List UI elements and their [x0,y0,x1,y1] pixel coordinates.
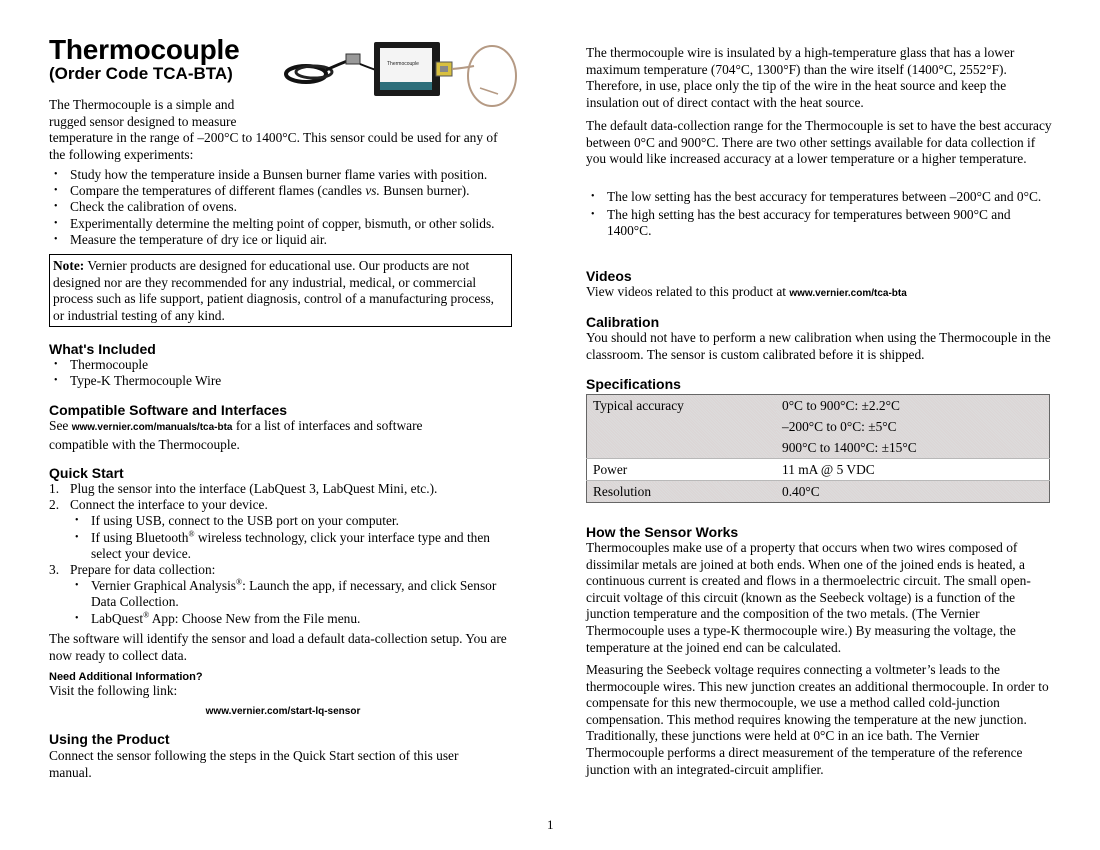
spec-value-line: –200°C to 0°C: ±5°C [782,419,897,434]
table-row [587,481,1050,503]
spec-value [776,395,1050,459]
spec-label: Typical accuracy [587,395,777,459]
quick-start-steps [49,481,517,627]
registered-mark: ® [236,577,243,587]
list-item-text: Compare the temperatures of different flames (candles [70,183,366,199]
compatible-heading: Compatible Software and Interfaces [49,402,288,418]
spec-value: 11 mA @ 5 VDC [776,459,1050,481]
spec-value-line: 0°C to 900°C: ±2.2°C [782,398,900,413]
list-item-text: Bunsen burner). [379,183,470,199]
intro-line: rugged sensor designed to measure [49,113,237,129]
registered-mark: ® [188,529,195,539]
step-number: 3. [49,562,60,578]
step-2-substeps [70,513,517,562]
videos-heading: Videos [586,268,632,284]
how-it-works-paragraph-1: Thermocouples make use of a property that occurs when two wires composed of dissimilar metals are joined at both ends. When one of the joined ends is heated, a continuous current is created and flows in a thermoelectric circuit. The small open-circuit voltage of this circuit (known as the Seebeck voltage) is a function of the junction temperature and the composition of the two metals. (The Vernier Thermocouple uses a type-K thermocouple wire.) By measuring the voltage, the temperature at the joined end can be calculated. [586,540,1031,655]
videos-link[interactable]: www.vernier.com/tca-bta [789,288,907,299]
table-row [587,459,1050,481]
settings-list [586,189,1052,240]
step-3 [49,562,517,627]
list-item-italic: vs. [365,183,380,199]
note-label: Note: [53,258,85,273]
list-item: • The low setting has the best accuracy for temperatures between –200°C and 0°C. [586,189,1052,205]
list-item: • Check the calibration of ovens. [49,199,517,215]
intro-line: temperature in the range of –200°C to 1400°C. This sensor could be used for any of the following experiments: [49,130,498,162]
step-1 [49,481,517,497]
using-text: Connect the sensor following the steps in the Quick Start section of this user manual. [49,748,459,780]
insulation-paragraph: The thermocouple wire is insulated by a high-temperature glass that has a lower maximum temperature (704°C, 1300°F) than the wire itself (1400°C, 2552°F). Therefore, in use, place only the tip of the wire in the heat source and keep the insulation out of direct contact with the heat source. [586,45,1015,110]
substep [70,530,517,562]
step-2 [49,497,517,562]
note-box [49,254,512,327]
specifications-heading: Specifications [586,376,681,392]
svg-text:Thermocouple: Thermocouple [387,61,419,67]
calibration-heading: Calibration [586,314,660,330]
default-range-paragraph: The default data-collection range for the Thermocouple is set to have the best accuracy between 0°C and 900°C. There are two other settings available for data collection if you would like increased accuracy at a lower temperature or a higher temperature. [586,118,1052,167]
how-it-works-paragraph-2: Measuring the Seebeck voltage requires connecting a voltmeter’s leads to the thermocouple wires. This new junction creates an additional thermocouple. In order to compensate for this new thermocouple, we use a method called cold-junction compensation. This method requires knowing the temperature at the new junction. Traditionally, these junctions were held at 0°C in an ice bath. The Vernier Thermocouple performs a direct measurement of the temperature of the reference junction with an integrated-circuit amplifier. [586,662,1049,777]
note-text: Vernier products are designed for educational use. Our products are not designed nor are they recommended for any industrial, medical, or commercial process such as life support, patient diagnosis, control of a manufacturing process, or industrial testing of any kind. [53,258,495,323]
substep-text: LabQuest [91,610,144,626]
compatible-post: for a list of interfaces and software compatible with the Thermocouple. [49,418,423,452]
quick-start-heading: Quick Start [49,465,124,481]
step-3-substeps [70,578,517,627]
list-item: • Study how the temperature inside a Bunsen burner flame varies with position. [49,167,517,183]
how-it-works-heading: How the Sensor Works [586,524,739,540]
list-item: • Experimentally determine the melting point of copper, bismuth, or other solids. [49,216,517,232]
spec-label: Power [587,459,777,481]
intro-paragraph [49,97,517,163]
step-text: Prepare for data collection: [70,562,216,578]
page-title: Thermocouple [49,34,240,65]
using-heading: Using the Product [49,731,170,747]
list-item [49,183,517,199]
whats-included-list [49,357,517,389]
manuals-link[interactable]: www.vernier.com/manuals/tca-bta [71,422,233,433]
substep-text: : Launch the app, if necessary, and click Sensor Data Collection. [91,578,497,610]
substep: • If using USB, connect to the USB port on your computer. [70,513,517,529]
calibration-text: You should not have to perform a new calibration when using the Thermocouple in the classroom. The sensor is custom calibrated before it is shipped. [586,330,1051,362]
need-info-heading: Need Additional Information? [49,671,203,683]
substep-text: wireless technology, click your interface type and then select your device. [91,529,491,561]
list-item: • Type-K Thermocouple Wire [49,373,517,389]
whats-included-heading: What's Included [49,341,156,357]
specifications-table [586,394,1050,503]
experiments-list [49,167,517,248]
videos-text [586,284,1052,303]
compatible-text [49,418,469,453]
step-number: 2. [49,497,60,513]
step-text: Connect the interface to your device. [70,497,268,513]
spec-value: 0.40°C [776,481,1050,503]
substep-text: App: Choose New from the File menu. [149,610,361,626]
table-row [587,395,1050,459]
quick-start-after: The software will identify the sensor and load a default data-collection setup. You are now ready to collect data. [49,631,507,663]
order-code: (Order Code TCA-BTA) [49,64,233,83]
need-info-text: Visit the following link: [49,683,178,698]
step-text: Plug the sensor into the interface (LabQuest 3, LabQuest Mini, etc.). [70,481,438,496]
registered-mark: ® [143,610,150,620]
substep-text: Vernier Graphical Analysis [91,578,237,594]
substep [70,611,517,627]
substep [70,578,517,610]
videos-pre: View videos related to this product at [586,284,790,299]
spec-label: Resolution [587,481,777,503]
step-number: 1. [49,481,60,496]
substep-text: If using Bluetooth [91,529,189,545]
list-item: • Thermocouple [49,357,517,373]
compatible-pre: See [49,418,72,433]
list-item: • The high setting has the best accuracy for temperatures between 900°C and 1400°C. [586,207,1052,239]
intro-line: The Thermocouple is a simple and [49,97,235,112]
list-item: • Measure the temperature of dry ice or liquid air. [49,232,517,248]
spec-value-line: 900°C to 1400°C: ±15°C [782,440,917,455]
start-lq-sensor-link[interactable]: www.vernier.com/start-lq-sensor [205,706,361,717]
page-number: 1 [547,817,554,832]
